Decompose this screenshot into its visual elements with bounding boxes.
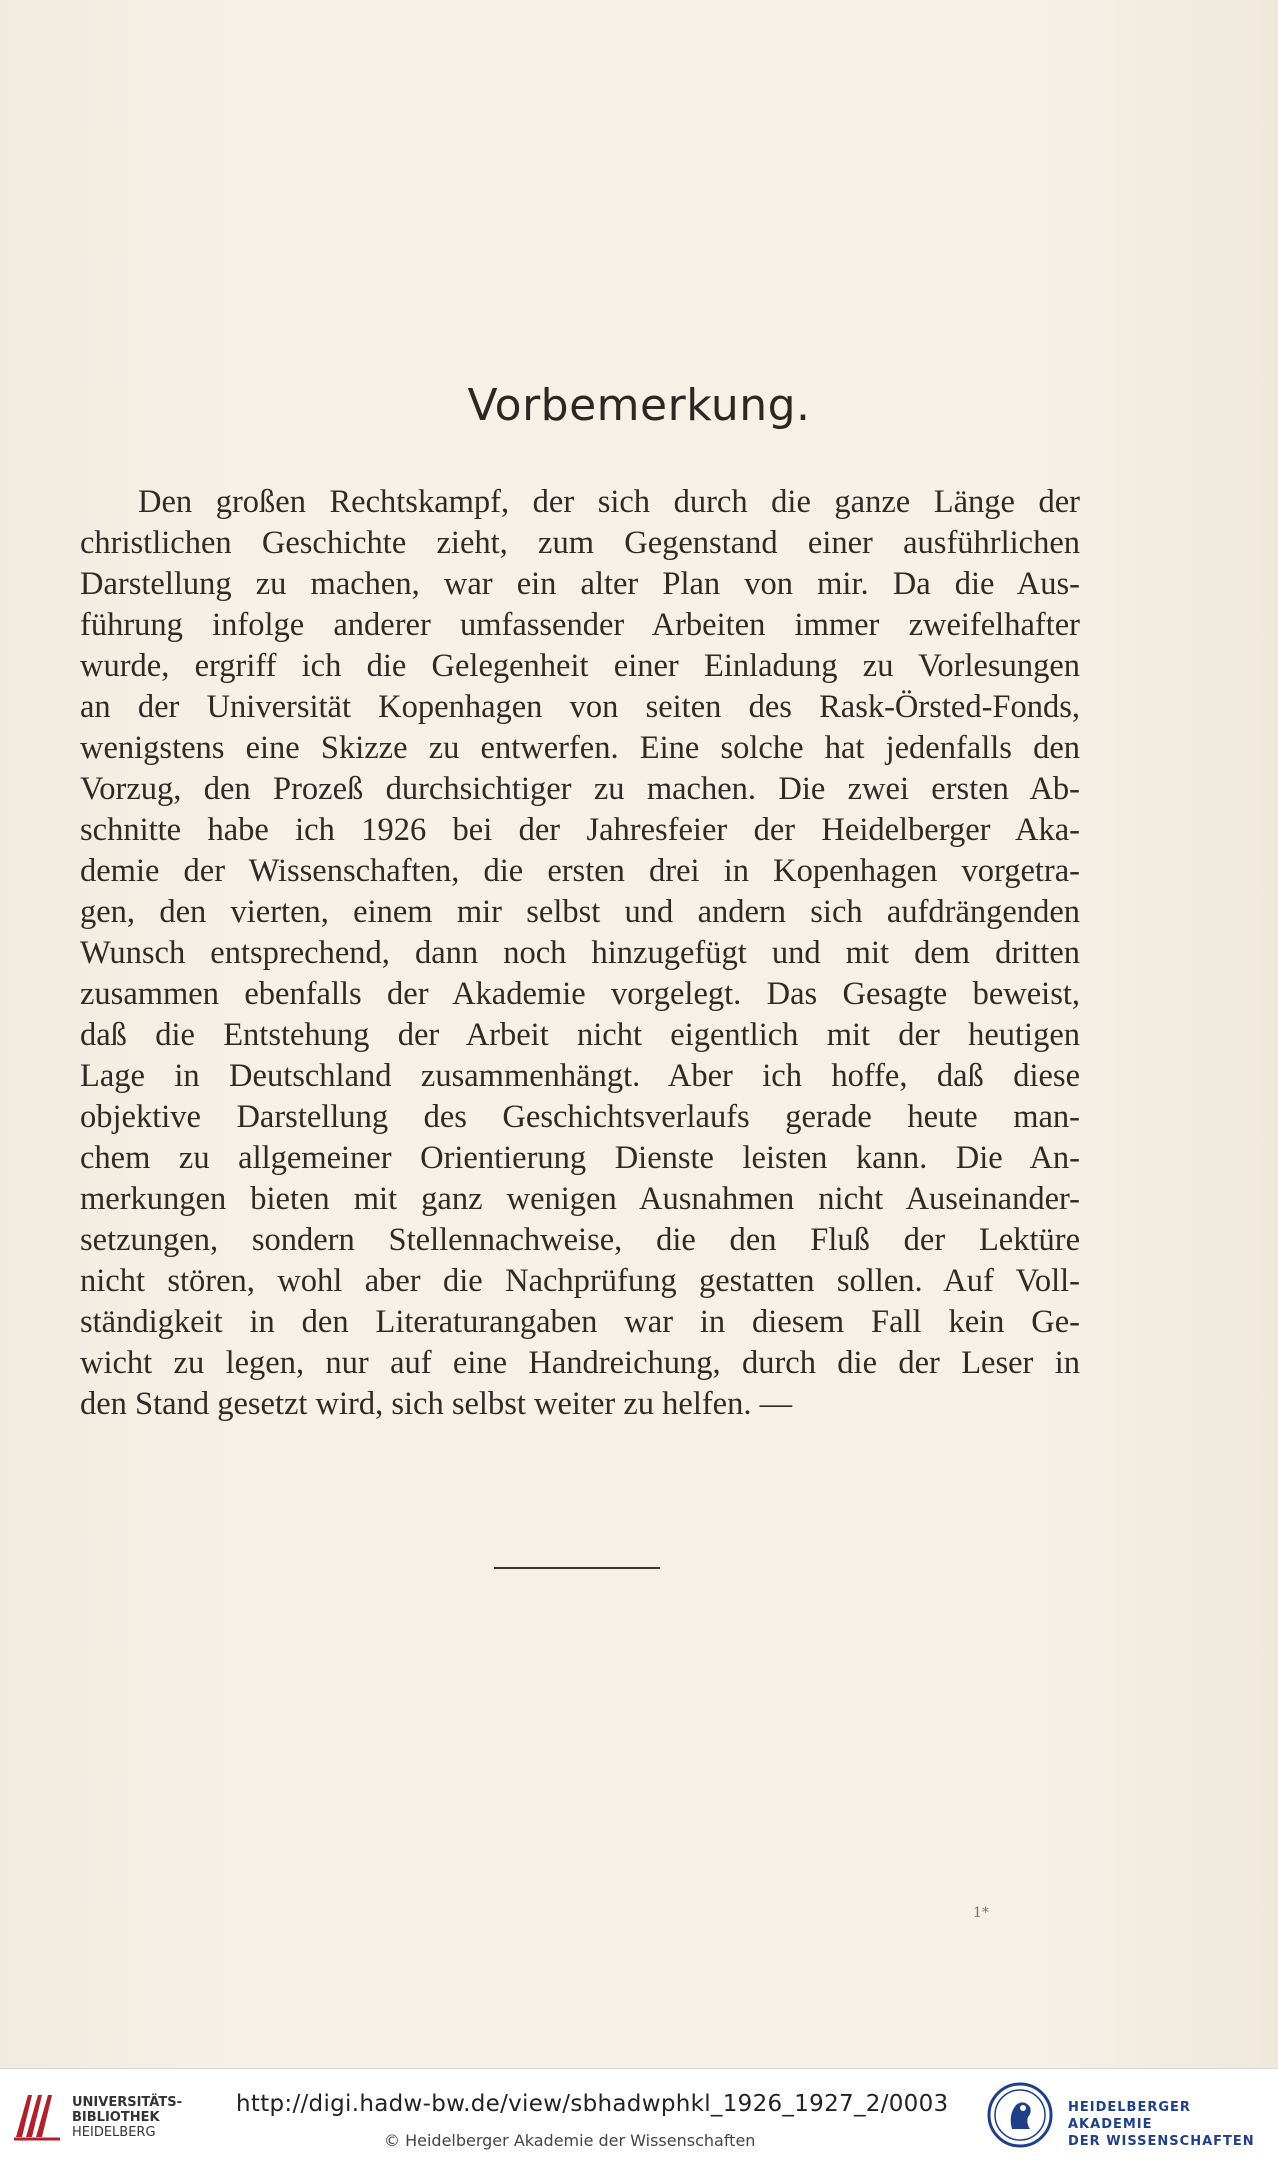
ub-logo-line1: UNIVERSITÄTS-: [72, 2095, 182, 2110]
text-line: Vorzug, den Prozeß durchsichtiger zu machen. Die zwei ersten Ab-: [80, 771, 1080, 807]
text-line: setzungen, sondern Stellennachweise, die den Fluß der Lektüre: [80, 1222, 1080, 1258]
university-library-logo[interactable]: [12, 2079, 182, 2149]
text-line: Darstellung zu machen, war ein alter Plan von mir. Da die Aus-: [80, 566, 1080, 602]
university-library-icon: [12, 2087, 64, 2143]
text-line: wenigstens eine Skizze zu entwerfen. Eine solche hat jedenfalls den: [80, 730, 1080, 766]
text-line: merkungen bieten mit ganz wenigen Ausnahmen nicht Auseinander-: [80, 1181, 1080, 1217]
text-line: zusammen ebenfalls der Akademie vorgelegt. Das Gesagte beweist,: [80, 976, 1080, 1012]
text-line: demie der Wissenschaften, die ersten drei in Kopenhagen vorgetra-: [80, 853, 1080, 889]
text-line: Lage in Deutschland zusammenhängt. Aber ich hoffe, daß diese: [80, 1058, 1080, 1094]
text-line: nicht stören, wohl aber die Nachprüfung gestatten sollen. Auf Voll-: [80, 1263, 1080, 1299]
text-line: chem zu allgemeiner Orientierung Dienste leisten kann. Die An-: [80, 1140, 1080, 1176]
text-line: wurde, ergriff ich die Gelegenheit einer Einladung zu Vorlesungen: [80, 648, 1080, 684]
ub-logo-line3: HEIDELBERG: [72, 2125, 156, 2140]
text-line: christlichen Geschichte zieht, zum Gegenstand einer ausführlichen: [80, 525, 1080, 561]
preface-body: [80, 482, 1080, 1425]
text-line: daß die Entstehung der Arbeit nicht eigentlich mit der heutigen: [80, 1017, 1080, 1053]
text-line: Wunsch entsprechend, dann noch hinzugefügt und mit dem dritten: [80, 935, 1080, 971]
academy-logo-line2: DER WISSENSCHAFTEN: [1068, 2134, 1255, 2149]
signature-mark: 1*: [973, 1905, 989, 1921]
text-line: ständigkeit in den Literaturangaben war in diesem Fall kein Ge-: [80, 1304, 1080, 1340]
text-line: gen, den vierten, einem mir selbst und andern sich aufdrängenden: [80, 894, 1080, 930]
copyright-notice: © Heidelberger Akademie der Wissenschaften: [384, 2131, 756, 2150]
section-divider: [494, 1567, 660, 1569]
viewer-footer: [0, 2068, 1278, 2162]
text-line: schnitte habe ich 1926 bei der Jahresfeier der Heidelberger Aka-: [80, 812, 1080, 848]
text-line: an der Universität Kopenhagen von seiten des Rask-Örsted-Fonds,: [80, 689, 1080, 725]
academy-seal-icon: [986, 2081, 1054, 2149]
text-line: Den großen Rechtskampf, der sich durch die ganze Länge der: [138, 484, 1080, 520]
academy-logo[interactable]: [986, 2079, 1266, 2154]
academy-logo-line1: HEIDELBERGER AKADEMIE: [1068, 2100, 1191, 2132]
page-title: Vorbemerkung.: [467, 380, 811, 431]
text-line: führung infolge anderer umfassender Arbeiten immer zweifelhafter: [80, 607, 1080, 643]
text-line: wicht zu legen, nur auf eine Handreichung, durch die der Leser in: [80, 1345, 1080, 1381]
document-url-link[interactable]: http://digi.hadw-bw.de/view/sbhadwphkl_1926_1927_2/0003: [236, 2091, 949, 2117]
text-line: objektive Darstellung des Geschichtsverlaufs gerade heute man-: [80, 1099, 1080, 1135]
ub-logo-line2: BIBLIOTHEK: [72, 2110, 160, 2125]
text-line: den Stand gesetzt wird, sich selbst weiter zu helfen. —: [80, 1386, 793, 1422]
